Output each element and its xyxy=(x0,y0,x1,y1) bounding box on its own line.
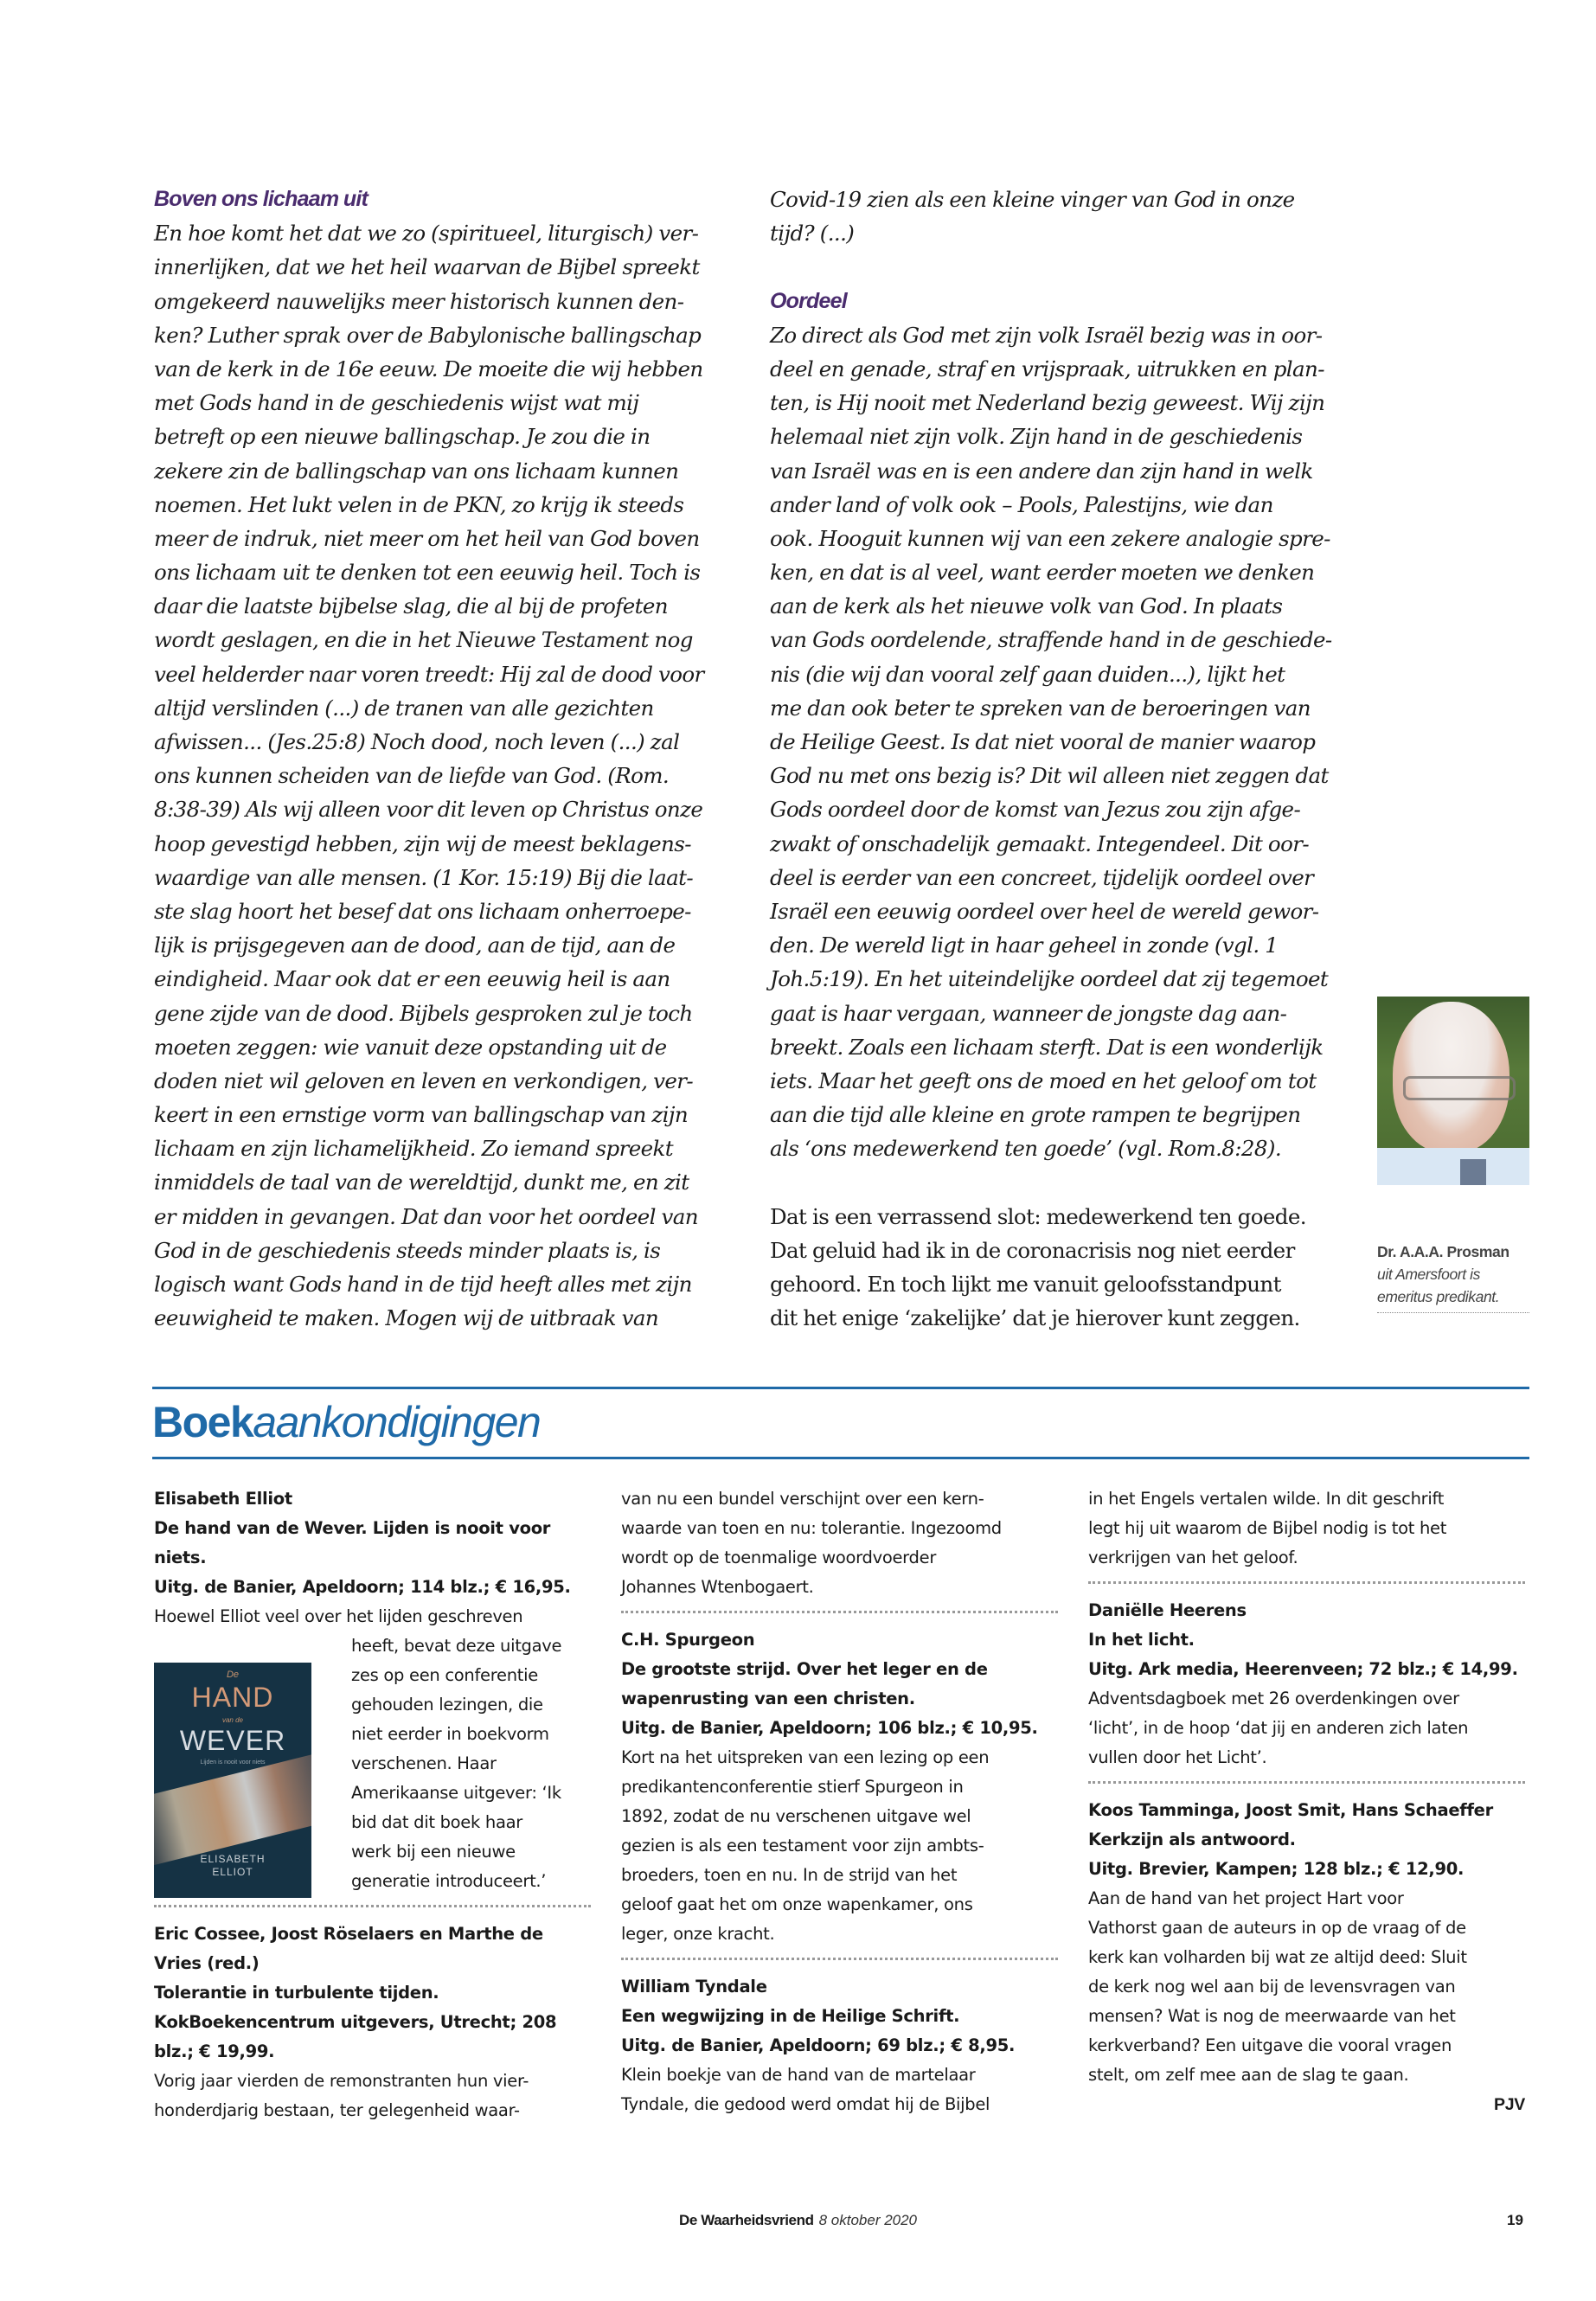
paragraph-gap xyxy=(770,1165,1358,1199)
author-name: Dr. A.A.A. Prosman xyxy=(1377,1243,1509,1260)
author-photo xyxy=(1377,997,1529,1185)
text-line: veel helderder naar voren treedt: Hij zal de dood voor xyxy=(154,661,704,687)
book-description-line: kerk kan volharden bij wat ze altijd deed: Sluit xyxy=(1088,1947,1467,1967)
book-description-line: Vorig jaar vierden de remonstranten hun vier- xyxy=(154,2071,529,2091)
text-line: iets. Maar het geeft ons de moed en het geloof om tot xyxy=(770,1067,1317,1093)
book-description-line: 1892, zodat de nu verschenen uitgave wel xyxy=(621,1806,971,1826)
book-details: De grootste strijd. Over het leger en de xyxy=(621,1659,988,1679)
text-line: Dat geluid had ik in de coronacrisis nog niet eerder xyxy=(770,1237,1295,1263)
book-details: In het licht. xyxy=(1088,1630,1195,1650)
book-description-line: ‘licht’, in de hoop ‘dat jij en anderen zich laten xyxy=(1088,1718,1469,1738)
text-line: innerlijken, dat we het heil waarvan de Bijbel spreekt xyxy=(154,254,700,280)
book-description-line: Aan de hand van het project Hart voor xyxy=(1088,1888,1404,1908)
book-description-line: Tyndale, die gedood werd omdat hij de Bijbel xyxy=(621,2094,990,2114)
text-line: Covid-19 zien als een kleine vinger van God in onze xyxy=(770,187,1295,212)
text-line: Dat is een verrassend slot: medewerkend ten goede. xyxy=(770,1203,1306,1229)
text-line: zekere zin de ballingschap van ons lichaam kunnen xyxy=(154,458,679,484)
book-author: C.H. Spurgeon xyxy=(621,1630,755,1650)
text-line: eeuwigheid te maken. Mogen wij de uitbraak van xyxy=(154,1305,659,1331)
book-details: Uitg. Brevier, Kampen; 128 blz.; € 12,90. xyxy=(1088,1859,1465,1879)
dotted-divider xyxy=(154,1905,591,1907)
text-line: lijk is prijsgegeven aan de dood, aan de tijd, aan de xyxy=(154,933,676,958)
text-line: den. De wereld ligt in haar geheel in zonde (vgl. 1 xyxy=(770,933,1279,958)
reviewer-signature: PJV xyxy=(1494,2095,1525,2114)
text-line: ste slag hoort het besef dat ons lichaam onherroepe- xyxy=(154,898,691,924)
book-description-line: niet eerder in boekvorm xyxy=(351,1724,549,1744)
book-description-line: kerkverband? Een uitgave die vooral vragen xyxy=(1088,2035,1452,2055)
book-author: Daniëlle Heerens xyxy=(1088,1600,1247,1620)
text-line: Joh.5:19). En het uiteindelijke oordeel dat zij tegemoet xyxy=(770,966,1329,992)
book-section-title-bold: Boek xyxy=(152,1398,253,1446)
text-line: Zo direct als God met zijn volk Israël bezig was in oor- xyxy=(770,322,1323,348)
book-author: William Tyndale xyxy=(621,1977,767,1997)
book-announcement xyxy=(621,1972,1062,2119)
book-details: Uitg. Ark media, Heerenveen; 72 blz.; € 14,99. xyxy=(1088,1659,1518,1679)
text-line: afwissen... (Jes.25:8) Noch dood, noch leven (...) zal xyxy=(154,729,680,754)
author-photo-shirt xyxy=(1377,1148,1529,1185)
text-line: met Gods hand in de geschiedenis wijst wat mij xyxy=(154,390,639,416)
author-photo-glasses xyxy=(1403,1076,1516,1100)
text-line: Israël een eeuwig oordeel over heel de wereld gewor- xyxy=(770,898,1319,924)
page-footer xyxy=(0,2208,1596,2234)
book-details: Uitg. de Banier, Apeldoorn; 114 blz.; € 16,95. xyxy=(154,1577,571,1597)
text-line: ten, is Hij nooit met Nederland bezig geweest. Wij zijn xyxy=(770,390,1325,416)
book-description-line: Adventsdagboek met 26 overdenkingen over xyxy=(1088,1689,1459,1708)
book-description-line: gehouden lezingen, die xyxy=(351,1695,543,1715)
text-line: er midden in gevangen. Dat dan voor het oordeel van xyxy=(154,1203,698,1229)
book-cover-author-first: ELISABETH xyxy=(200,1853,266,1865)
text-line: van de kerk in de 16e eeuw. De moeite die wij hebben xyxy=(154,356,703,381)
book-description-line: geloof gaat het om onze wapenkamer, ons xyxy=(621,1894,973,1914)
author-caption xyxy=(1377,1240,1533,1308)
book-description-line: stelt, om zelf mee aan de slag te gaan. xyxy=(1088,2065,1409,2085)
text-line: ken? Luther sprak over de Babylonische ballingschap xyxy=(154,322,702,348)
text-line: waardige van alle mensen. (1 Kor. 15:19) Bij die laat- xyxy=(154,864,694,890)
book-author: Eric Cossee, Joost Röselaers en Marthe de xyxy=(154,1924,543,1944)
dotted-divider xyxy=(1088,1781,1525,1784)
text-line: betreft op een nieuwe ballingschap. Je zou die in xyxy=(154,424,651,450)
book-description-line: legt hij uit waarom de Bijbel nodig is tot het xyxy=(1088,1518,1447,1538)
text-line: helemaal niet zijn volk. Zijn hand in de geschiedenis xyxy=(770,424,1303,450)
book-details: Een wegwijzing in de Heilige Schrift. xyxy=(621,2006,960,2026)
text-line: nis (die wij dan vooral zelf gaan duiden...), lijkt het xyxy=(770,661,1285,687)
book-cover-author xyxy=(154,1853,311,1879)
book-description-line: gezien is als een testament voor zijn ambts- xyxy=(621,1836,984,1856)
text-line: aan de kerk als het nieuwe volk van God. In plaats xyxy=(770,593,1283,619)
text-line: ons kunnen scheiden van de liefde van God. (Rom. xyxy=(154,763,670,789)
article-left-column xyxy=(154,183,734,1335)
article-right-body xyxy=(770,318,1358,1166)
text-line: ook. Hooguit kunnen wij van een zekere analogie spre- xyxy=(770,525,1330,551)
book-announcement xyxy=(154,1920,595,2125)
dotted-divider xyxy=(1088,1581,1525,1584)
book-cover-small-mid: van de xyxy=(221,1716,244,1724)
text-line: God in de geschiedenis steeds minder plaats is, is xyxy=(154,1237,661,1263)
book-description-line: Johannes Wtenbogaert. xyxy=(621,1577,814,1597)
text-line: van Israël was en is een andere dan zijn hand in welk xyxy=(770,458,1313,484)
book-description-line: zes op een conferentie xyxy=(351,1665,538,1685)
text-line: breekt. Zoals een lichaam sterft. Dat is een wonderlijk xyxy=(770,1034,1324,1060)
book-description-line: leger, onze kracht. xyxy=(621,1924,775,1944)
text-line: noemen. Het lukt velen in de PKN, zo krijg ik steeds xyxy=(154,491,684,517)
text-line: altijd verslinden (...) de tranen van alle gezichten xyxy=(154,695,654,721)
book-details: Uitg. de Banier, Apeldoorn; 69 blz.; € 8,95. xyxy=(621,2035,1016,2055)
article-closing-paragraph xyxy=(770,1200,1358,1336)
book-section-title-italic: aankondigingen xyxy=(253,1398,541,1446)
text-line: moeten zeggen: wie vanuit deze opstanding uit de xyxy=(154,1034,667,1060)
article-right-intro xyxy=(770,183,1358,250)
text-line: doden niet wil geloven en leven en verkondigen, ver- xyxy=(154,1067,694,1093)
book-cover-small-top: De xyxy=(226,1670,240,1680)
book-author: Elisabeth Elliot xyxy=(154,1489,292,1509)
text-line: eindigheid. Maar ook dat er een eeuwig heil is aan xyxy=(154,966,670,992)
book-column-3 xyxy=(1088,1484,1529,2119)
text-line: zwakt of onschadelijk gemaakt. Integendeel. Dit oor- xyxy=(770,830,1310,856)
text-line: de Heilige Geest. Is dat niet vooral de manier waarop xyxy=(770,729,1316,754)
author-description-line: emeritus predikant. xyxy=(1377,1288,1500,1305)
section-heading-oordeel: Oordeel xyxy=(770,288,847,313)
book-description-line: mensen? Wat is nog de meerwaarde van het xyxy=(1088,2006,1456,2026)
book-announcement xyxy=(1088,1484,1529,1573)
book-cover-weave-image xyxy=(154,1749,311,1867)
text-line: gaat is haar vergaan, wanneer de jongste dag aan- xyxy=(770,1000,1287,1026)
text-line: logisch want Gods hand in de tijd heeft alles met zijn xyxy=(154,1272,692,1297)
text-line: tijd? (...) xyxy=(770,221,855,247)
text-line: hoop gevestigd hebben, zijn wij de meest beklagens- xyxy=(154,830,691,856)
book-details: Tolerantie in turbulente tijden. xyxy=(154,1983,439,2003)
book-description-line: vullen door het Licht’. xyxy=(1088,1747,1267,1767)
text-line: deel is eerder van een concreet, tijdelijk oordeel over xyxy=(770,864,1314,890)
book-announcement xyxy=(1088,1596,1529,1772)
book-cover-title-bottom: WEVER xyxy=(179,1725,286,1756)
footer-publication xyxy=(0,2208,1596,2233)
text-line: omgekeerd nauwelijks meer historisch kunnen den- xyxy=(154,288,684,314)
book-description-line: generatie introduceert.’ xyxy=(351,1871,547,1891)
book-description-line: de kerk nog wel aan bij de levensvragen van xyxy=(1088,1977,1456,1997)
book-description-line: Vathorst gaan de auteurs in op de vraag of de xyxy=(1088,1918,1466,1938)
text-line: me dan ook beter te spreken van de beroeringen van xyxy=(770,695,1311,721)
book-description-line: Kort na het uitspreken van een lezing op een xyxy=(621,1747,990,1767)
article-left-body xyxy=(154,216,734,1335)
book-description-line: werk bij een nieuwe xyxy=(351,1842,516,1862)
book-author: Koos Tamminga, Joost Smit, Hans Schaeffer xyxy=(1088,1800,1493,1820)
text-line: lichaam en zijn lichamelijkheid. Zo iemand spreekt xyxy=(154,1136,674,1162)
text-line: deel en genade, straf en vrijspraak, uitrukken en plan- xyxy=(770,356,1324,381)
publication-name: De Waarheidsvriend xyxy=(678,2212,814,2228)
book-description-line: verkrijgen van het geloof. xyxy=(1088,1548,1298,1567)
section-rule-bottom xyxy=(152,1457,1529,1459)
book-description-line: broeders, toen en nu. In de strijd van het xyxy=(621,1865,958,1885)
book-description-line: wordt op de toenmalige woordvoerder xyxy=(621,1548,937,1567)
book-description-line: honderdjarig bestaan, ter gelegenheid waar- xyxy=(154,2100,520,2120)
book-description-line: van nu een bundel verschijnt over een kern- xyxy=(621,1489,984,1509)
book-description-line: in het Engels vertalen wilde. In dit geschrift xyxy=(1088,1489,1445,1509)
text-line: gehoord. En toch lijkt me vanuit geloofsstandpunt xyxy=(770,1272,1281,1297)
book-column-2 xyxy=(621,1484,1062,2119)
text-line: keert in een ernstige vorm van ballingschap van zijn xyxy=(154,1102,689,1128)
book-details: De hand van de Wever. Lijden is nooit voor xyxy=(154,1518,551,1538)
book-section-title xyxy=(152,1389,540,1455)
book-announcement xyxy=(621,1484,1062,1602)
paragraph-gap xyxy=(770,250,1358,284)
dotted-divider xyxy=(621,1611,1058,1613)
book-details: Vries (red.) xyxy=(154,1953,260,1973)
book-announcement xyxy=(1088,1796,1529,2090)
publication-date: 8 oktober 2020 xyxy=(818,2212,918,2228)
text-line: inmiddels de taal van de wereldtijd, dunkt me, en zit xyxy=(154,1170,689,1195)
text-line: gene zijde van de dood. Bijbels gesproken zul je toch xyxy=(154,1000,693,1026)
book-details: Kerkzijn als antwoord. xyxy=(1088,1830,1296,1849)
text-line: daar die laatste bijbelse slag, die al bij de profeten xyxy=(154,593,668,619)
book-details: KokBoekencentrum uitgevers, Utrecht; 208 xyxy=(154,2012,557,2032)
book-description-line: waarde van toen en nu: tolerantie. Ingezoomd xyxy=(621,1518,1002,1538)
text-line: aan die tijd alle kleine en grote rampen te begrijpen xyxy=(770,1102,1301,1128)
book-cover-subtitle: Lijden is nooit voor niets xyxy=(200,1759,266,1766)
dotted-divider xyxy=(621,1958,1058,1960)
author-photo-tie xyxy=(1460,1159,1486,1185)
book-cover-author-last: ELLIOT xyxy=(212,1866,253,1878)
book-cover-de-hand-van-de-wever xyxy=(154,1663,311,1898)
page-number: 19 xyxy=(1507,2212,1523,2228)
text-line: meer de indruk, niet meer om het heil van God boven xyxy=(154,525,700,551)
author-description-line: uit Amersfoort is xyxy=(1377,1266,1480,1283)
text-line: En hoe komt het dat we zo (spiritueel, liturgisch) ver- xyxy=(154,221,699,247)
text-line: God nu met ons bezig is? Dit wil alleen niet zeggen dat xyxy=(770,763,1329,789)
book-details: wapenrusting van een christen. xyxy=(621,1689,915,1708)
text-line: van Gods oordelende, straffende hand in de geschiede- xyxy=(770,627,1332,653)
book-description-line: heeft, bevat deze uitgave xyxy=(351,1636,562,1656)
book-cover-title-top: HAND xyxy=(191,1682,274,1713)
book-description-line: Klein boekje van de hand van de martelaar xyxy=(621,2065,976,2085)
book-description-line: Hoewel Elliot veel over het lijden geschreven xyxy=(154,1606,523,1626)
text-line: ken, en dat is al veel, want eerder moeten we denken xyxy=(770,560,1315,586)
text-line: dit het enige ‘zakelijke’ dat je hierover kunt zeggen. xyxy=(770,1305,1300,1331)
text-line: 8:38-39) Als wij alleen voor dit leven op Christus onze xyxy=(154,797,703,823)
text-line: wordt geslagen, en die in het Nieuwe Testament nog xyxy=(154,627,693,653)
caption-divider xyxy=(1377,1312,1529,1313)
book-details: Uitg. de Banier, Apeldoorn; 106 blz.; € 10,95. xyxy=(621,1718,1038,1738)
text-line: ander land of volk ook – Pools, Palestijns, wie dan xyxy=(770,491,1273,517)
section-heading-boven-ons-lichaam: Boven ons lichaam uit xyxy=(154,187,369,211)
text-line: ons lichaam uit te denken tot een eeuwig heil. Toch is xyxy=(154,560,701,586)
book-announcement xyxy=(621,1625,1062,1949)
text-line: als ‘ons medewerkend ten goede’ (vgl. Rom.8:28). xyxy=(770,1136,1282,1162)
text-line: Gods oordeel door de komst van Jezus zou zijn afge- xyxy=(770,797,1301,823)
book-description-line: Amerikaanse uitgever: ‘Ik xyxy=(351,1783,561,1803)
book-details: niets. xyxy=(154,1548,207,1567)
book-description-line: predikantenconferentie stierf Spurgeon in xyxy=(621,1777,964,1797)
book-details: blz.; € 19,99. xyxy=(154,2041,275,2061)
book-description-line: verschenen. Haar xyxy=(351,1753,497,1773)
book-description-line: bid dat dit boek haar xyxy=(351,1812,522,1832)
article-right-column xyxy=(770,183,1358,1335)
